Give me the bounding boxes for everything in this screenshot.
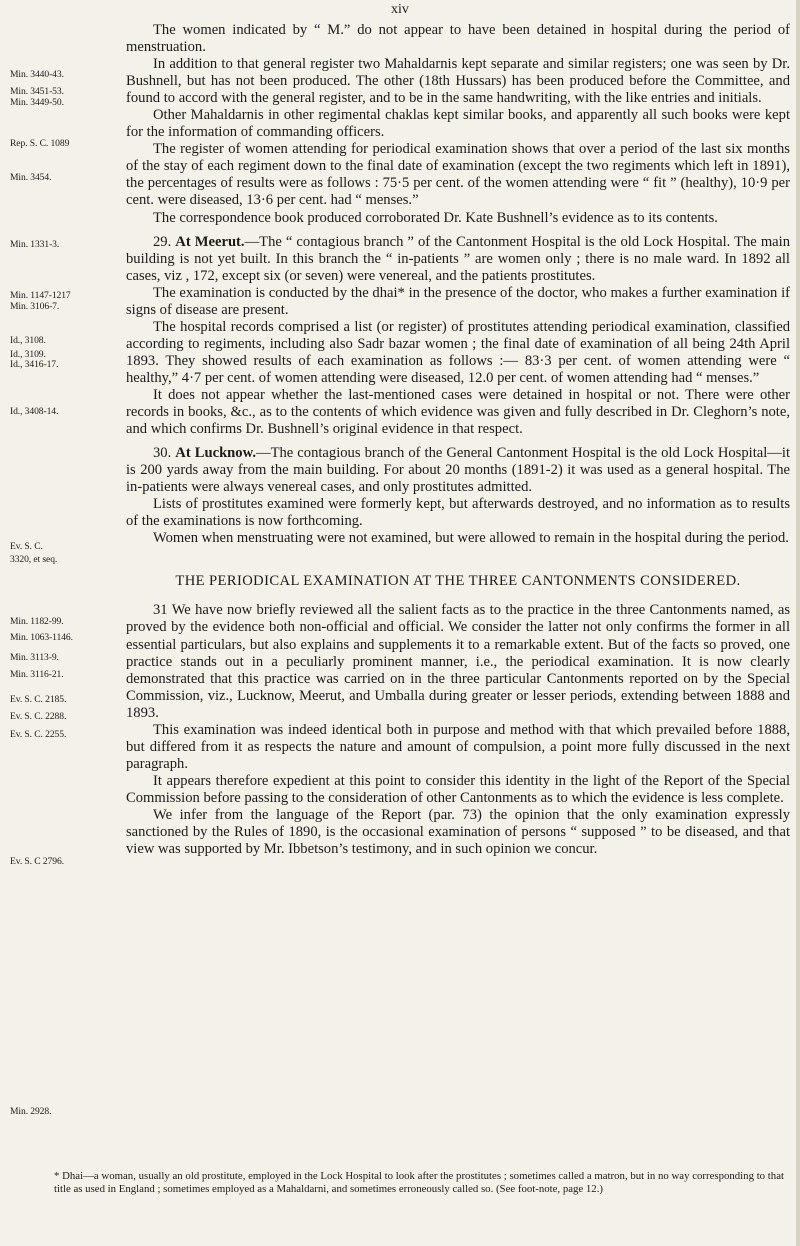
margin-note: Ev. S. C. 2288. — [10, 711, 67, 722]
margin-note: Rep. S. C. 1089 — [10, 138, 70, 149]
page-edge — [796, 0, 800, 1246]
paragraph: The register of women attending for periodical examination shows that over a period of the last six months of the stay of each regiment down to the final date of examination (except the two regiments which left in 1891), the percentages of results were as follows : 75·5 per cent. of the women attending were “ fit ” (healthy), 10·9 per cent. were diseased, 13·6 per cent. had “ menses.” — [126, 141, 790, 209]
margin-notes — [0, 0, 120, 1246]
paragraph: It appears therefore expedient at this point to consider this identity in the light of the Report of the Special Commission before passing to the consideration of other Cantonments as to which the evidence is less complete. — [126, 772, 790, 806]
paragraph: Lists of prostitutes examined were formerly kept, but afterwards destroyed, and no information as to results of the examinations is now forthcoming. — [126, 496, 790, 530]
margin-note: Ev. S. C. 2185. — [10, 694, 67, 705]
paragraph: Women when menstruating were not examined, but were allowed to remain in the hospital during the period. — [153, 530, 789, 547]
margin-note: Min. 3451-53. — [10, 86, 64, 97]
margin-note: Min. 1331-3. — [10, 239, 60, 250]
paragraph-lucknow — [126, 445, 790, 496]
margin-note: Min. 3449-50. — [10, 97, 64, 108]
margin-note: Min. 3113-9. — [10, 652, 59, 663]
margin-note: Min. 3106-7. — [10, 301, 60, 312]
margin-note: 3320, et seq. — [10, 554, 58, 565]
margin-note: Min. 1182-99. — [10, 616, 64, 627]
paragraph: We infer from the language of the Report (par. 73) the opinion that the only examination expressly sanctioned by the Rules of 1890, is the occasional examination of persons “ supposed ” to be diseased, and that view was supported by Mr. Ibbetson’s testimony, and in such opinion we concur. — [126, 806, 790, 858]
paragraph: The women indicated by “ M.” do not appear to have been detained in hospital during the period of menstruation. — [126, 22, 790, 56]
margin-note: Id., 3416-17. — [10, 359, 59, 370]
section-title: THE PERIODICAL EXAMINATION AT THE THREE CANTONMENTS CONSIDERED. — [175, 573, 741, 590]
paragraph: The examination is conducted by the dhai* in the presence of the doctor, who makes a further examination if signs of disease are present. — [126, 284, 790, 318]
paragraph-text: —The contagious branch of the General Cantonment Hospital is the old Lock Hospital—it is 200 yards away from the main building. For about 20 months (1891-2) it was used as a general hospital. The in-patients were always venereal cases, and only prostitutes admitted. — [126, 445, 790, 496]
margin-note: Min. 3440-43. — [10, 69, 64, 80]
section-number: 30. — [153, 445, 172, 462]
margin-note: Id., 3108. — [10, 335, 46, 346]
margin-note: Min. 3116-21. — [10, 669, 64, 680]
section-number: 29. — [153, 233, 172, 250]
section-heading-meerut: At Meerut. — [175, 233, 245, 250]
paragraph: Other Mahaldarnis in other regimental chaklas kept similar books, and apparently all such books were kept for the information of commanding officers. — [126, 107, 790, 141]
margin-note: Ev. S. C. 2255. — [10, 729, 67, 740]
page-number: xiv — [391, 2, 409, 17]
paragraph-text: —The “ contagious branch ” of the Cantonment Hospital is the old Lock Hospital. The main building is not yet built. In this branch the “ in-patients ” are women only ; there is no male ward. In 1892 all cases, viz , 172, except six (or seven) were venereal, and the patients prostitutes. — [126, 233, 791, 284]
paragraph-meerut — [126, 234, 790, 285]
paragraph: 31 We have now briefly reviewed all the salient facts as to the practice in the three Cantonments named, as proved by the evidence both non-official and official. We consider the latter not only confirms the former in all essential particulars, but also explains and supplements it to a remarkable extent. But of the facts so proved, one practice stands out in a peculiarly prominent manner, i.e., the periodical examination. It is now clearly demonstrated that this practice was carried on in the three particular Cantonments reported on by the Special Commission, viz., Lucknow, Meerut, and Umballa during greater or lesser periods, extending between 1888 and 1893. — [126, 602, 790, 721]
footnote: * Dhai—a woman, usually an old prostitute, employed in the Lock Hospital to look after the prostitutes ; sometimes called a matron, but in no way corresponding to that title as used in England ; sometimes employed as a Mahaldarni, and sometimes erroneously called so. (See foot-note, page 12.) — [54, 1170, 784, 1195]
paragraph: The hospital records comprised a list (or register) of prostitutes attending periodical examination, classified according to regiments, including also Sadr bazar women ; the final date of examination of all being 24th April 1893. They showed results of each examination as follows :— 83·3 per cent. of women attending were “ healthy,” 4·7 per cent. of women attending were diseased, 12.0 per cent. of women attending had “ menses.” — [126, 318, 790, 386]
margin-note: Min. 1147-1217 — [10, 290, 71, 301]
margin-note: Ev. S. C 2796. — [10, 856, 64, 867]
paragraph: The correspondence book produced corroborated Dr. Kate Bushnell’s evidence as to its contents. — [153, 209, 718, 226]
section-heading-lucknow: At Lucknow. — [175, 445, 256, 462]
paragraph: In addition to that general register two Mahaldarnis kept separate and similar registers; one was seen by Dr. Bushnell, but has not been produced. The other (18th Hussars) has been produced before the Committee, and found to accord with the general register, and to be in the same handwriting, with the like entries and initials. — [126, 56, 790, 107]
margin-note: Min. 2928. — [10, 1106, 52, 1117]
margin-note: Min. 1063-1146. — [10, 632, 73, 643]
paragraph: This examination was indeed identical both in purpose and method with that which prevailed before 1888, but differed from it as respects the nature and amount of compulsion, a point more fully discussed in the next paragraph. — [126, 721, 790, 772]
main-text — [126, 22, 790, 858]
margin-note: Id., 3408-14. — [10, 406, 59, 417]
margin-note: Ev. S. C. — [10, 541, 43, 552]
margin-note: Id., 3109. — [10, 349, 46, 360]
margin-note: Min. 3454. — [10, 172, 52, 183]
paragraph: It does not appear whether the last-mentioned cases were detained in hospital or not. There were other records in books, &c., as to the contents of which evidence was given and fully described in Dr. Cleghorn’s note, and which confirms Dr. Bushnell’s original evidence in that respect. — [126, 386, 790, 438]
